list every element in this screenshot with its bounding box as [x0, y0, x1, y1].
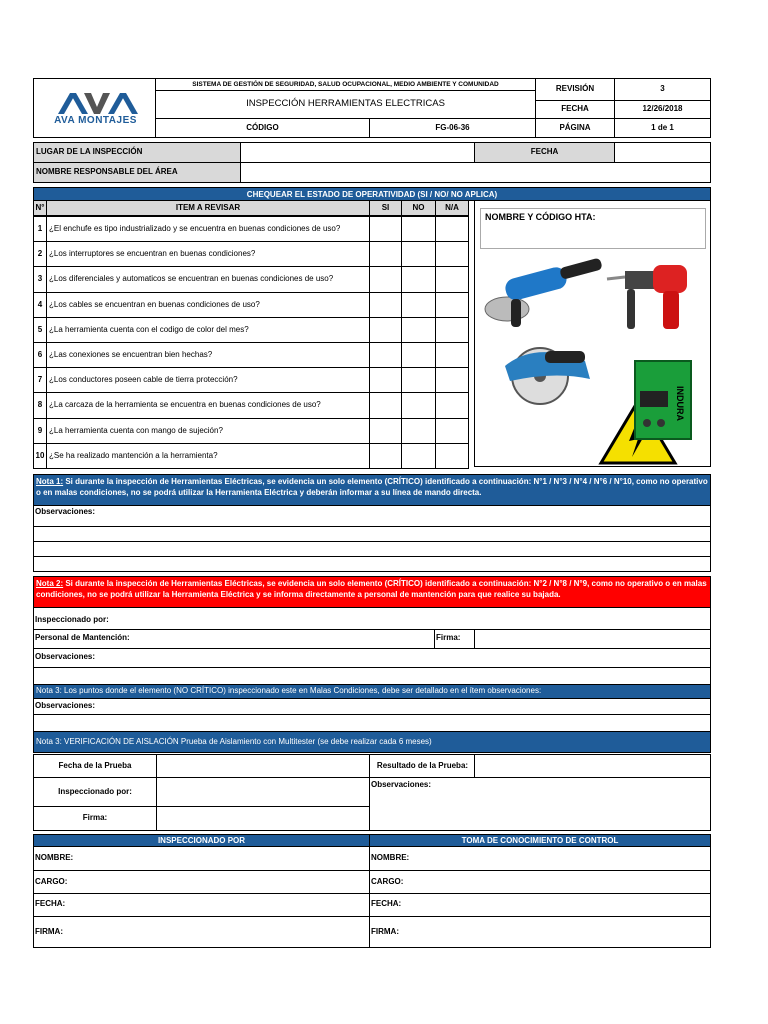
inspeccionado-prueba-label: Inspeccionado por: [58, 787, 132, 796]
left-fecha-label: FECHA: [35, 899, 66, 908]
checkbox-si[interactable] [369, 392, 402, 419]
item-text: ¿Las conexiones se encuentran bien hechas? [46, 342, 370, 368]
checkbox-na[interactable] [435, 216, 469, 242]
checkbox-no[interactable] [401, 266, 436, 293]
pagina-value: 1 de 1 [614, 118, 711, 138]
info-fecha-field[interactable] [614, 142, 711, 163]
checkbox-na[interactable] [435, 241, 469, 267]
lugar-field[interactable] [240, 142, 475, 163]
checkbox-na[interactable] [435, 367, 469, 393]
responsable-label: NOMBRE RESPONSABLE DEL ÁREA [33, 162, 241, 183]
item-text: ¿La herramienta cuenta con mango de sujeción? [46, 418, 370, 444]
angle-grinder-icon [485, 258, 603, 327]
codigo-value: FG-06-36 [369, 118, 536, 138]
nota2-label: Nota 2: [36, 579, 64, 588]
welder-brand: INDURA [675, 386, 685, 421]
circular-saw-icon [505, 348, 590, 404]
checkbox-si[interactable] [369, 367, 402, 393]
prueba-observaciones-label: Observaciones: [371, 780, 432, 789]
right-fecha-label: FECHA: [371, 899, 402, 908]
checkbox-no[interactable] [401, 418, 436, 444]
checkbox-no[interactable] [401, 342, 436, 368]
col-num-header: N° [33, 200, 47, 216]
checkbox-na[interactable] [435, 317, 469, 343]
codigo-label: CÓDIGO [155, 118, 370, 138]
nota2-observaciones-label: Observaciones: [35, 652, 96, 661]
checkbox-na[interactable] [435, 342, 469, 368]
item-number: 3 [33, 266, 47, 293]
hta-panel [474, 200, 711, 467]
resultado-prueba-label: Resultado de la Prueba: [376, 761, 469, 770]
col-si-header: SI [369, 200, 402, 216]
nota2-fields [33, 607, 711, 685]
item-number: 6 [33, 342, 47, 368]
checkbox-si[interactable] [369, 292, 402, 318]
item-number: 2 [33, 241, 47, 267]
item-number: 4 [33, 292, 47, 318]
tools-illustration [475, 201, 712, 468]
checkbox-no[interactable] [401, 317, 436, 343]
checkbox-no[interactable] [401, 292, 436, 318]
checkbox-na[interactable] [435, 266, 469, 293]
checklist-title: CHEQUEAR EL ESTADO DE OPERATIVIDAD (SI / NO/ NO APLICA) [33, 187, 711, 201]
nota2-firma-label: Firma: [436, 633, 461, 642]
item-text: ¿Se ha realizado mantención a la herramienta? [46, 443, 370, 469]
item-number: 1 [33, 216, 47, 242]
checkbox-si[interactable] [369, 241, 402, 267]
item-text: ¿La carcaza de la herramienta se encuentra en buenas condiciones de uso? [46, 392, 370, 419]
item-text: ¿Los conductores poseen cable de tierra protección? [46, 367, 370, 393]
footer-right-box [369, 846, 711, 948]
ava-logo-icon [34, 79, 157, 139]
logo-cell [33, 78, 156, 138]
item-number: 10 [33, 443, 47, 469]
firma-prueba-label: Firma: [82, 813, 108, 822]
checkbox-si[interactable] [369, 266, 402, 293]
right-nombre-label: NOMBRE: [371, 853, 410, 862]
fecha-prueba-label: Fecha de la Prueba [58, 761, 132, 770]
col-na-header: N/A [435, 200, 469, 216]
revision-value: 3 [614, 78, 711, 101]
item-text: ¿El enchufe es tipo industrializado y se encuentra en buenas condiciones de uso? [46, 216, 370, 242]
drill-icon [607, 265, 687, 329]
responsable-field[interactable] [240, 162, 711, 183]
nota2-bar [33, 576, 711, 608]
obs1-label: Observaciones: [35, 507, 96, 516]
right-firma-label: FIRMA: [371, 927, 399, 936]
info-fecha-label: FECHA [474, 142, 615, 163]
revision-label: REVISIÓN [535, 78, 615, 101]
checkbox-na[interactable] [435, 292, 469, 318]
col-no-header: NO [401, 200, 436, 216]
nota1-bar [33, 474, 711, 506]
nota3a-bar: Nota 3: Los puntos donde el elemento (NO CRÍTICO) inspeccionado este en Malas Condiciones, debe ser detallado en el ítem observaciones: [33, 684, 711, 699]
item-text: ¿Los diferenciales y automaticos se encuentran en buenas condiciones de uso? [46, 266, 370, 293]
checkbox-si[interactable] [369, 317, 402, 343]
checkbox-no[interactable] [401, 241, 436, 267]
checkbox-si[interactable] [369, 443, 402, 469]
fecha-value: 12/26/2018 [614, 100, 711, 119]
nota3a-obs-box[interactable] [33, 698, 711, 732]
nota1-label: Nota 1: [36, 477, 64, 486]
document-title: INSPECCIÓN HERRAMIENTAS ELECTRICAS [155, 90, 536, 119]
personal-mantencion-label: Personal de Mantención: [35, 633, 130, 642]
item-number: 7 [33, 367, 47, 393]
system-title: SISTEMA DE GESTIÓN DE SEGURIDAD, SALUD OCUPACIONAL, MEDIO AMBIENTE Y COMUNIDAD [155, 78, 536, 91]
welder-icon [635, 361, 691, 439]
nota2-text: Si durante la inspección de Herramientas Eléctricas, se evidencia un solo elemento (CRÍTICO) identificado a continuación: N°2 / N°8 / N°9, como no operativo o en malas condiciones, no se podrá utilizar la Herramienta Eléctrica y se informa directamente a personal de mantención para que realice su bajada. [36, 579, 707, 599]
pagina-label: PÁGINA [535, 118, 615, 138]
nota1-text: Si durante la inspección de Herramientas Eléctricas, se evidencia un solo elemento (CRÍTICO) identificado a continuación: N°1 / N°3 / N°4 / N°6 / N°10, como no operativo o en malas condiciones, no se podrá utilizar la Herramienta Eléctrica y deberán informar a su línea de mando directa. [36, 477, 708, 497]
left-nombre-label: NOMBRE: [35, 853, 74, 862]
footer-left-box [33, 846, 370, 948]
checkbox-no[interactable] [401, 443, 436, 469]
logo-text: AVA MONTAJES [54, 115, 137, 126]
right-cargo-label: CARGO: [371, 877, 404, 886]
left-firma-label: FIRMA: [35, 927, 63, 936]
nota3a-obs-label: Observaciones: [35, 701, 96, 710]
checkbox-na[interactable] [435, 443, 469, 469]
col-item-header: ITEM A REVISAR [46, 200, 370, 216]
fecha-label: FECHA [535, 100, 615, 119]
checkbox-na[interactable] [435, 418, 469, 444]
footer-left-title: INSPECCIONADO POR [33, 834, 370, 847]
checkbox-si[interactable] [369, 342, 402, 368]
checkbox-no[interactable] [401, 216, 436, 242]
item-text: ¿Los cables se encuentran en buenas condiciones de uso? [46, 292, 370, 318]
item-text: ¿Los interruptores se encuentran en buenas condiciones? [46, 241, 370, 267]
left-cargo-label: CARGO: [35, 877, 68, 886]
checkbox-no[interactable] [401, 392, 436, 419]
checkbox-no[interactable] [401, 367, 436, 393]
item-number: 5 [33, 317, 47, 343]
hta-label: NOMBRE Y CÓDIGO HTA: [485, 212, 596, 222]
obs1-box[interactable] [33, 505, 711, 572]
aislacion-box [33, 754, 711, 831]
nota3b-bar: Nota 3: VERIFICACIÓN DE AISLACIÓN Prueba de Aislamiento con Multitester (se debe realizar cada 6 meses) [33, 731, 711, 753]
footer-right-title: TOMA DE CONOCIMIENTO DE CONTROL [369, 834, 711, 847]
checkbox-si[interactable] [369, 418, 402, 444]
nota2-inspeccionado-label: Inspeccionado por: [35, 615, 109, 624]
checkbox-na[interactable] [435, 392, 469, 419]
item-number: 9 [33, 418, 47, 444]
lugar-label: LUGAR DE LA INSPECCIÓN [33, 142, 241, 163]
checkbox-si[interactable] [369, 216, 402, 242]
item-text: ¿La herramienta cuenta con el codigo de color del mes? [46, 317, 370, 343]
item-number: 8 [33, 392, 47, 419]
